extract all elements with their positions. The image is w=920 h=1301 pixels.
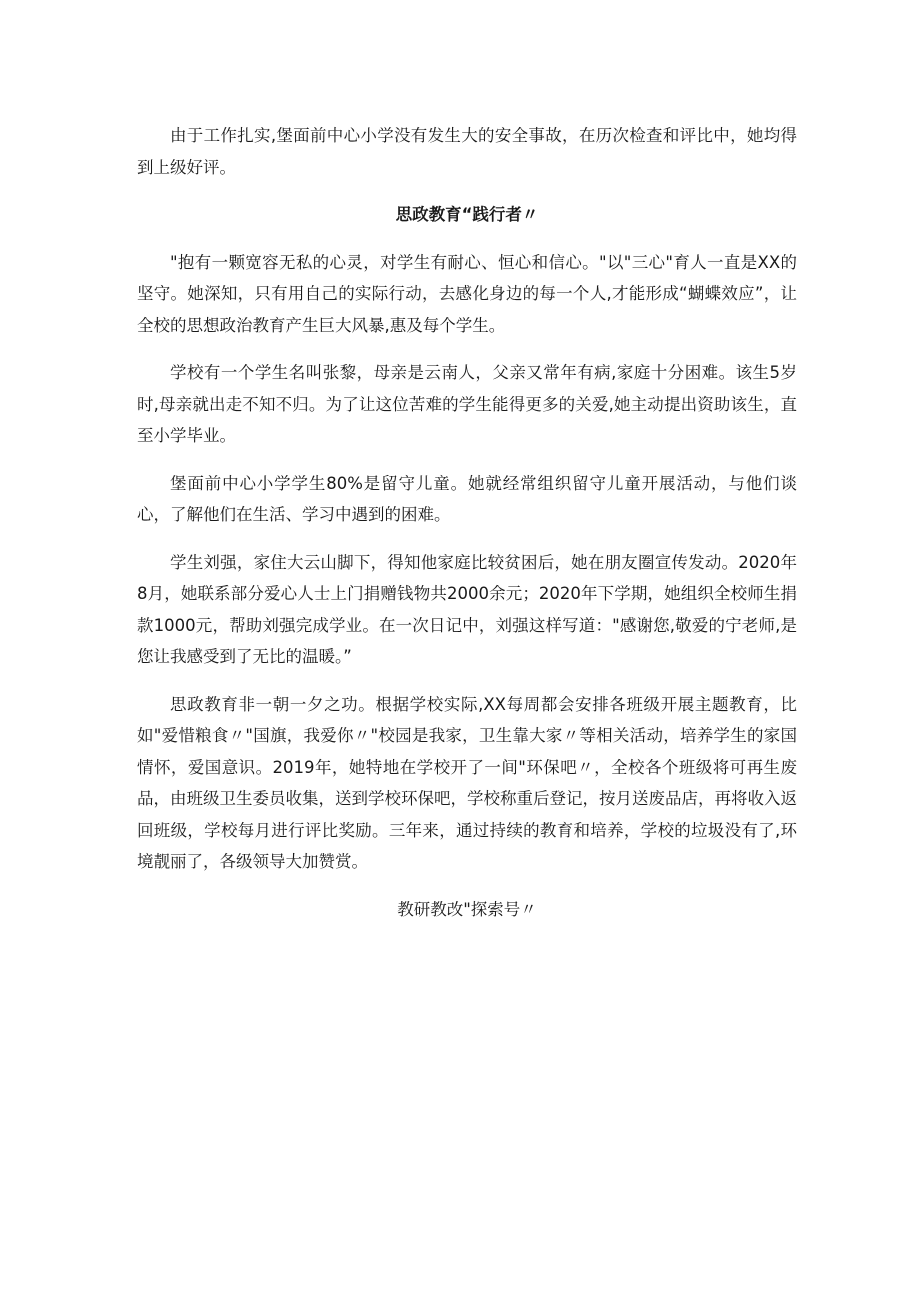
paragraph-student-liu-qiang: 学生刘强，家住大云山脚下，得知他家庭比较贫困后，她在朋友圈宣传发动。2020年8月，她联系部分爱心人士上门捐赠钱物共2000余元；2020年下学期，她组织全校师生捐款1000元，帮助刘强完成学业。在一次日记中，刘强这样写道："感谢您,敬爱的宁老师,是您让我感受到了无比的温暖。” — [137, 552, 797, 666]
paragraph-student-zhang-li: 学校有一个学生名叫张黎，母亲是云南人，父亲又常年有病,家庭十分困难。该生5岁时,母亲就出走不知不归。为了让这位苦难的学生能得更多的关爱,她主动提出资助该生，直至小学毕业。 — [137, 363, 797, 445]
document-body — [137, 120, 797, 941]
section-heading-teaching-research: 教研教改"探索号〃 — [397, 899, 537, 919]
section-heading-ideological-education: 思政教育“践行者〃 — [395, 205, 539, 224]
paragraph-three-hearts: "抱有一颗宽容无私的心灵，对学生有耐心、恒心和信心。"以"三心"育人一直是XX的坚守。她深知，只有用自己的实际行动，去感化身边的每一个人,才能形成“蝴蝶效应”，让全校的思想政治教育产生巨大风暴,惠及每个学生。 — [137, 252, 797, 335]
paragraph-theme-education: 思政教育非一朝一夕之功。根据学校实际,XX每周都会安排各班级开展主题教育，比如"爱惜粮食〃"国旗，我爱你〃"校园是我家，卫生靠大家〃等相关活动，培养学生的家国情怀，爱国意识。2019年，她特地在学校开了一间"环保吧〃，全校各个班级将可再生废品，由班级卫生委员收集，送到学校环保吧，学校称重后登记，按月送废品店，再将收入返回班级，学校每月进行评比奖励。三年来，通过持续的教育和培养，学校的垃圾没有了,环境靓丽了，各级领导大加赞赏。 — [137, 694, 797, 871]
paragraph-left-behind-children: 堡面前中心小学学生80%是留守儿童。她就经常组织留守儿童开展活动，与他们谈心，了解他们在生活、学习中遇到的困难。 — [137, 473, 797, 524]
paragraph-safety-record: 由于工作扎实,堡面前中心小学没有发生大的安全事故，在历次检查和评比中，她均得到上级好评。 — [137, 126, 797, 177]
